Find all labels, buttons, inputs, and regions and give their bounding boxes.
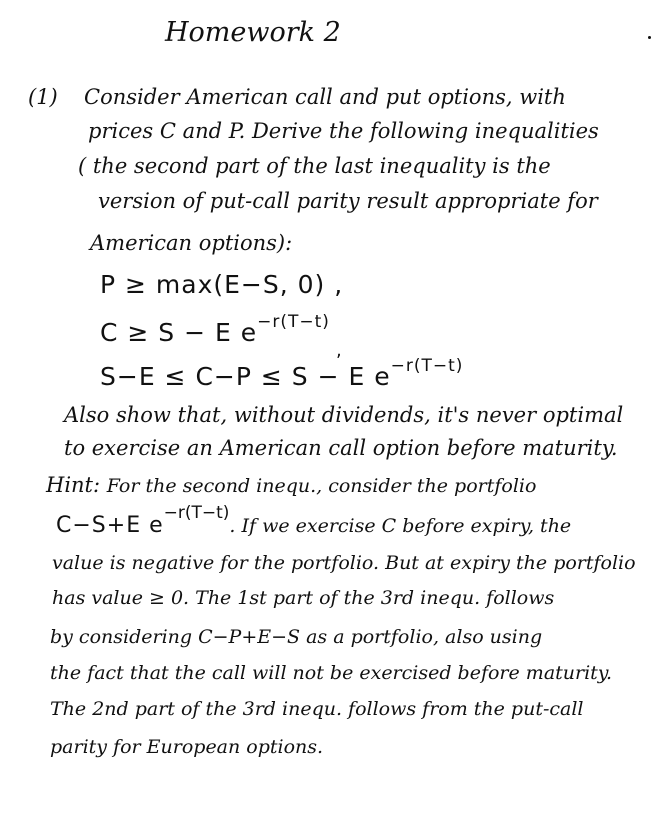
intro-line-5: American options): (90, 231, 293, 255)
intro-line-2: prices C and P. Derive the following inequalities (88, 119, 599, 143)
page-title: Homework 2 (165, 17, 341, 48)
hint-label: Hint: (46, 473, 101, 497)
hint-line-2 (56, 503, 572, 540)
hint-line-5: by considering C−P+E−S as a portfolio, also using (50, 626, 543, 648)
inequality-2 (100, 312, 330, 349)
hint-line-7: The 2nd part of the 3rd inequ. follows from the put-call (50, 698, 584, 720)
hint-line-6: the fact that the call will not be exercised before maturity. (50, 662, 613, 684)
hint-portfolio-rest: . If we exercise C before expiry, the (229, 515, 572, 537)
hint-line-1 (46, 472, 536, 499)
hint-line-4: has value ≥ 0. The 1st part of the 3rd inequ. follows (52, 587, 555, 609)
inequality-2-main: C ≥ S − E e (100, 318, 258, 347)
inequality-2-exponent: −r(T−t) (257, 312, 330, 332)
intro-line-1: Consider American call and put options, with (84, 85, 566, 109)
hint-first-text: For the second inequ., consider the portfolio (106, 475, 537, 497)
intro-line-4: version of put-call parity result appropriate for (98, 189, 598, 213)
inequality-2-comma: , (336, 340, 343, 361)
also-line-2: to exercise an American call option before maturity. (64, 436, 618, 460)
hint-portfolio: C−S+E e (56, 513, 164, 538)
inequality-1: P ≥ max(E−S, 0) , (100, 270, 344, 299)
inequality-3-exponent: −r(T−t) (390, 356, 464, 376)
hint-line-3: value is negative for the portfolio. But at expiry the portfolio (52, 552, 636, 574)
ink-speck (648, 36, 651, 39)
hint-portfolio-exponent: −r(T−t) (163, 503, 230, 523)
problem-number: (1) (28, 85, 58, 109)
inequality-3 (100, 356, 464, 393)
inequality-3-main: S−E ≤ C−P ≤ S − E e (100, 362, 391, 391)
hint-line-8: parity for European options. (50, 736, 324, 758)
intro-line-3: ( the second part of the last inequality is the (78, 154, 551, 178)
also-line-1: Also show that, without dividends, it's never optimal (64, 403, 624, 427)
